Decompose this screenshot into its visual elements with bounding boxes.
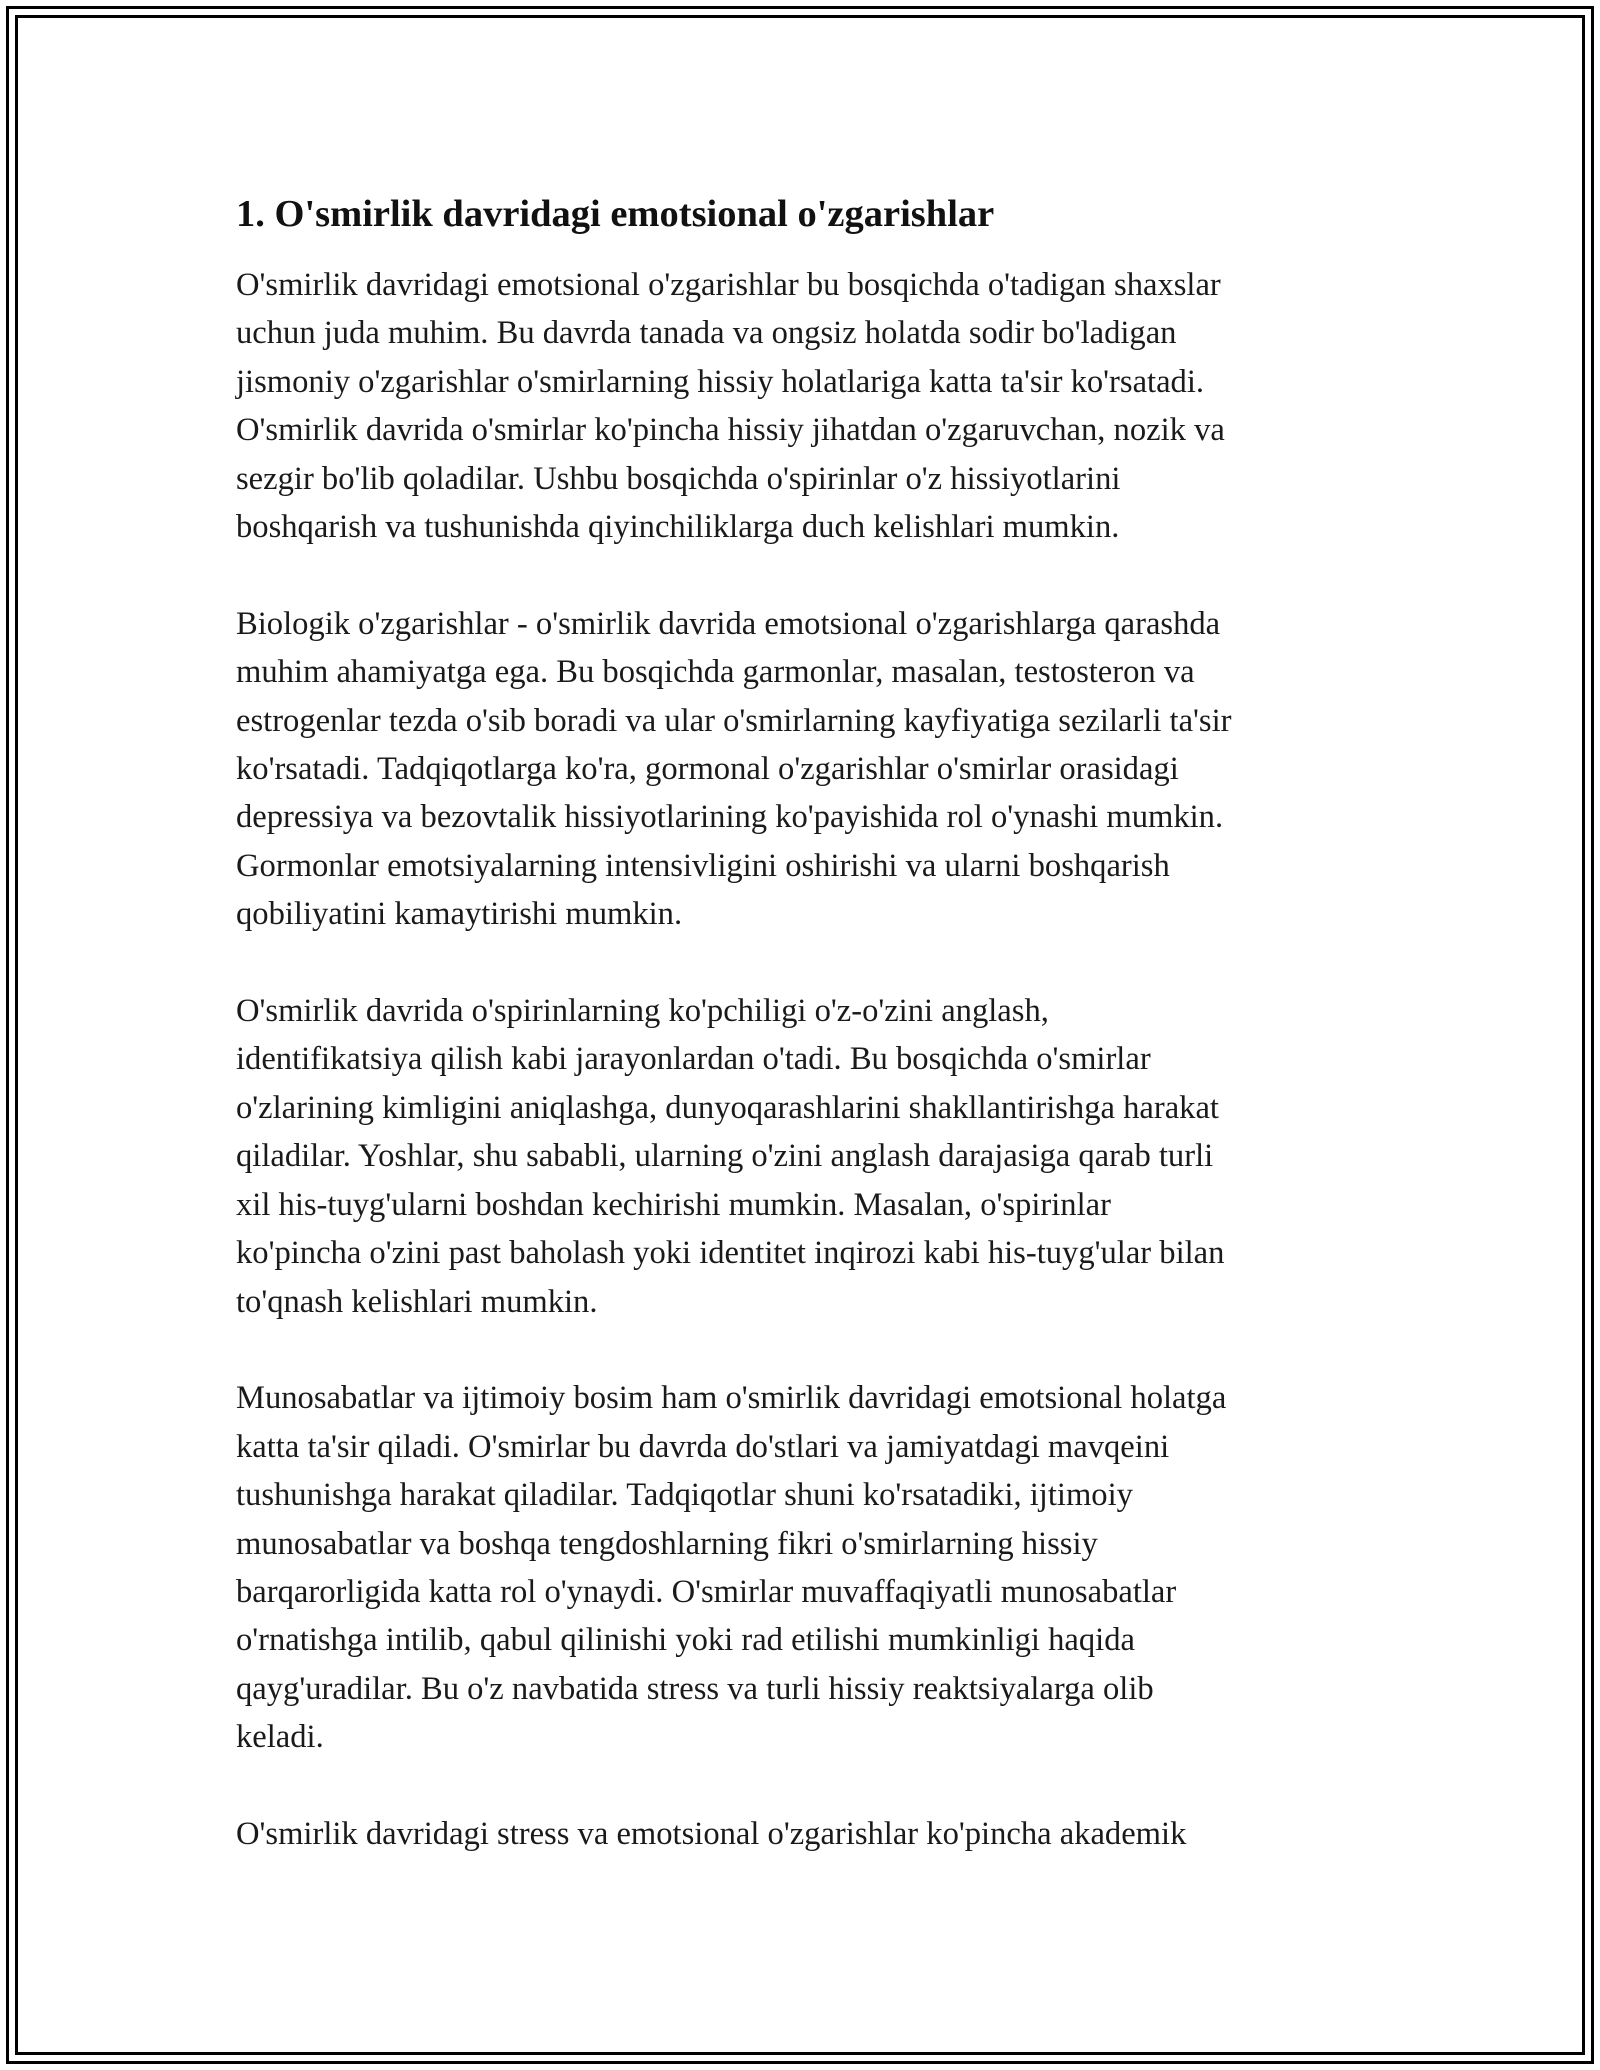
paragraph-line: tushunishga harakat qiladilar. Tadqiqotlar shuni ko'rsatadiki, ijtimoiy (236, 1477, 1133, 1514)
paragraph (236, 600, 1366, 939)
paragraph-line: xil his-tuyg'ularni boshdan kechirishi mumkin. Masalan, o'spirinlar (236, 1186, 1111, 1223)
paragraph-line: O'smirlik davridagi stress va emotsional o'zgarishlar ko'pincha akademik (236, 1815, 1187, 1852)
document-body (236, 185, 1366, 1907)
paragraph-line: ko'pincha o'zini past baholash yoki identitet inqirozi kabi his-tuyg'ular bilan (236, 1235, 1225, 1272)
section-heading: 1. O'smirlik davridagi emotsional o'zgarishlar (236, 193, 995, 235)
paragraph-line: qobiliyatini kamaytirishi mumkin. (236, 896, 683, 933)
paragraph-line: barqarorligida katta rol o'ynaydi. O'smirlar muvaffaqiyatli munosabatlar (236, 1573, 1177, 1610)
paragraph (236, 1810, 1366, 1858)
paragraph-line: katta ta'sir qiladi. O'smirlar bu davrda do'stlari va jamiyatdagi mavqeini (236, 1428, 1170, 1465)
paragraph-line: ko'rsatadi. Tadqiqotlarga ko'ra, gormonal o'zgarishlar o'smirlar orasidagi (236, 751, 1179, 788)
paragraph-line: O'smirlik davrida o'smirlar ko'pincha hissiy jihatdan o'zgaruvchan, nozik va (236, 412, 1225, 449)
paragraph-line: jismoniy o'zgarishlar o'smirlarning hissiy holatlariga katta ta'sir ko'rsatadi. (236, 363, 1205, 400)
paragraph-line: munosabatlar va boshqa tengdoshlarning fikri o'smirlarning hissiy (236, 1525, 1098, 1562)
paragraph-line: depressiya va bezovtalik hissiyotlarining ko'payishida rol o'ynashi mumkin. (236, 799, 1224, 836)
paragraph-line: o'zlarining kimligini aniqlashga, dunyoqarashlarini shakllantirishga harakat (236, 1089, 1219, 1126)
paragraph-line: uchun juda muhim. Bu davrda tanada va ongsiz holatda sodir bo'ladigan (236, 315, 1177, 352)
paragraph-line: identifikatsiya qilish kabi jarayonlardan o'tadi. Bu bosqichda o'smirlar (236, 1041, 1151, 1078)
paragraph-line: Biologik o'zgarishlar - o'smirlik davrida emotsional o'zgarishlarga qarashda (236, 605, 1221, 642)
paragraph-line: to'qnash kelishlari mumkin. (236, 1283, 598, 1320)
paragraph-line: o'rnatishga intilib, qabul qilinishi yoki rad etilishi mumkinligi haqida (236, 1622, 1135, 1659)
paragraph-line: Gormonlar emotsiyalarning intensivligini oshirishi va ularni boshqarish (236, 847, 1170, 884)
paragraph-line: boshqarish va tushunishda qiyinchiliklarga duch kelishlari mumkin. (236, 509, 1120, 546)
paragraph-line: qayg'uradilar. Bu o'z navbatida stress va turli hissiy reaktsiyalarga olib (236, 1670, 1154, 1707)
paragraph (236, 1374, 1366, 1761)
paragraph-line: sezgir bo'lib qoladilar. Ushbu bosqichda o'spirinlar o'z hissiyotlarini (236, 460, 1121, 497)
paragraph-line: qiladilar. Yoshlar, shu sababli, ularning o'zini anglash darajasiga qarab turli (236, 1138, 1214, 1175)
paragraph-line: O'smirlik davrida o'spirinlarning ko'pchiligi o'z-o'zini anglash, (236, 993, 1049, 1030)
paragraph (236, 987, 1366, 1326)
paragraph-list (236, 261, 1366, 1858)
paragraph (236, 261, 1366, 551)
paragraph-line: keladi. (236, 1719, 324, 1756)
paragraph-line: Munosabatlar va ijtimoiy bosim ham o'smirlik davridagi emotsional holatga (236, 1380, 1227, 1417)
paragraph-line: O'smirlik davridagi emotsional o'zgarishlar bu bosqichda o'tadigan shaxslar (236, 267, 1221, 303)
paragraph-line: muhim ahamiyatga ega. Bu bosqichda garmonlar, masalan, testosteron va (236, 654, 1195, 691)
paragraph-line: estrogenlar tezda o'sib boradi va ular o'smirlarning kayfiyatiga sezilarli ta'sir (236, 702, 1232, 739)
